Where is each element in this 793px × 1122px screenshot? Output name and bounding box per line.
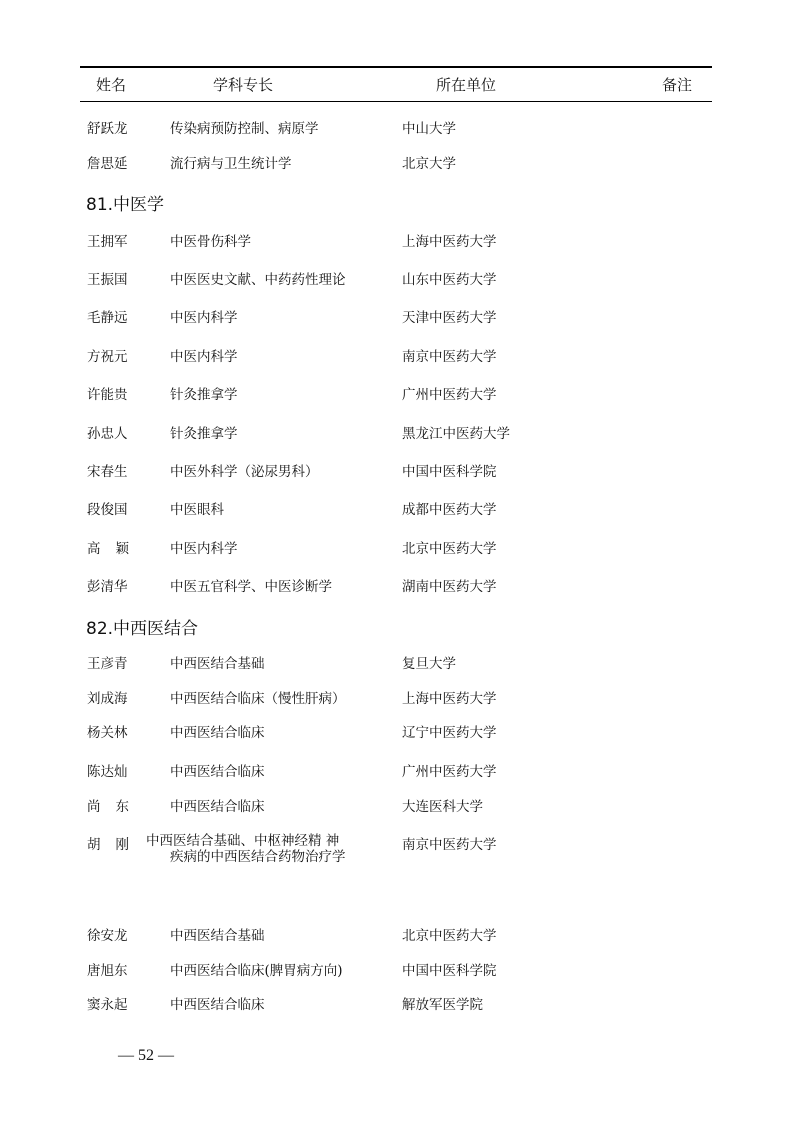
row-subject: 中医医史文献、中药药性理论: [170, 272, 346, 288]
table-row: [0, 795, 793, 819]
row-unit: 北京中医药大学: [402, 541, 497, 557]
table-row: [0, 652, 793, 676]
table-row: [0, 687, 793, 711]
row-name: 王彦青: [87, 656, 128, 672]
row-unit: 北京中医药大学: [402, 928, 497, 944]
table-row: [0, 345, 793, 369]
row-name: 彭清华: [87, 579, 128, 595]
table-top-rule: [80, 66, 712, 68]
row-name: 刘成海: [87, 691, 128, 707]
section-title-82: 82.中西医结合: [86, 619, 199, 639]
row-name: 段俊国: [87, 502, 128, 518]
row-subject: 中医眼科: [170, 502, 224, 518]
row-unit: 南京中医药大学: [402, 837, 497, 853]
header-remark: 备注: [662, 76, 693, 94]
table-row: [0, 959, 793, 983]
header-unit: 所在单位: [436, 76, 497, 94]
row-unit: 南京中医药大学: [402, 349, 497, 365]
row-subject: 流行病与卫生统计学: [170, 156, 292, 172]
row-subject: 中西医结合临床（慢性肝病）: [170, 691, 346, 707]
table-row: [0, 306, 793, 330]
row-name: 许能贵: [87, 387, 128, 403]
table-row: [0, 383, 793, 407]
row-unit: 上海中医药大学: [402, 234, 497, 250]
row-name: 胡刚: [87, 837, 144, 853]
row-name: 王振国: [87, 272, 128, 288]
row-subject: 中西医结合临床: [170, 799, 265, 815]
row-unit: 中国中医科学院: [402, 963, 497, 979]
row-subject: 针灸推拿学: [170, 426, 238, 442]
section-title-81: 81.中医学: [86, 195, 165, 215]
row-name: 唐旭东: [87, 963, 128, 979]
row-name: 孙忠人: [87, 426, 128, 442]
row-subject: 中医外科学（泌尿男科）: [170, 464, 319, 480]
row-subject: 中医骨伤科学: [170, 234, 251, 250]
table-row: [0, 537, 793, 561]
table-row: [0, 721, 793, 745]
row-unit: 大连医科大学: [402, 799, 483, 815]
row-subject: 中西医结合临床: [170, 725, 265, 741]
row-subject: 中西医结合临床: [170, 997, 265, 1013]
row-subject: 中医五官科学、中医诊断学: [170, 579, 332, 595]
table-row: [0, 460, 793, 484]
row-unit: 北京大学: [402, 156, 456, 172]
table-row: [0, 760, 793, 784]
row-unit: 辽宁中医药大学: [402, 725, 497, 741]
row-unit: 广州中医药大学: [402, 387, 497, 403]
table-row: [0, 230, 793, 254]
table-row: [0, 268, 793, 292]
table-row: [0, 924, 793, 948]
row-name: 尚东: [87, 799, 144, 815]
row-name: 詹思延: [87, 156, 128, 172]
row-subject-line1: 中西医结合基础、中枢神经精 神: [146, 833, 340, 849]
row-name: 高颖: [87, 541, 144, 557]
table-row: [0, 993, 793, 1017]
row-name: 毛静远: [87, 310, 128, 326]
row-subject: 传染病预防控制、病原学: [170, 121, 319, 137]
row-subject-line2: 疾病的中西医结合药物治疗学: [170, 849, 346, 865]
row-name: 王拥军: [87, 234, 128, 250]
row-unit: 中山大学: [402, 121, 456, 137]
row-subject: 针灸推拿学: [170, 387, 238, 403]
table-row: [0, 422, 793, 446]
table-row: [0, 498, 793, 522]
row-unit: 上海中医药大学: [402, 691, 497, 707]
row-name: 窦永起: [87, 997, 128, 1013]
row-unit: 黑龙江中医药大学: [402, 426, 510, 442]
row-name: 舒跃龙: [87, 121, 128, 137]
row-subject: 中医内科学: [170, 541, 238, 557]
row-name: 徐安龙: [87, 928, 128, 944]
row-unit: 天津中医药大学: [402, 310, 497, 326]
row-name: 杨关林: [87, 725, 128, 741]
table-header-rule: [80, 101, 712, 102]
row-subject: 中医内科学: [170, 349, 238, 365]
row-subject: 中医内科学: [170, 310, 238, 326]
table-row-multiline: [0, 833, 793, 893]
table-row: [0, 117, 793, 141]
row-unit: 中国中医科学院: [402, 464, 497, 480]
row-unit: 山东中医药大学: [402, 272, 497, 288]
header-name: 姓名: [96, 76, 127, 94]
table-row: [0, 575, 793, 599]
row-unit: 成都中医药大学: [402, 502, 497, 518]
row-subject: 中西医结合临床: [170, 764, 265, 780]
row-subject: 中西医结合临床(脾胃病方向): [170, 963, 343, 979]
row-unit: 复旦大学: [402, 656, 456, 672]
row-name: 方祝元: [87, 349, 128, 365]
header-subject: 学科专长: [213, 76, 274, 94]
row-name: 陈达灿: [87, 764, 128, 780]
row-unit: 湖南中医药大学: [402, 579, 497, 595]
row-unit: 解放军医学院: [402, 997, 483, 1013]
page-number: — 52 —: [118, 1047, 174, 1064]
row-name: 宋春生: [87, 464, 128, 480]
row-subject: 中西医结合基础: [170, 928, 265, 944]
row-unit: 广州中医药大学: [402, 764, 497, 780]
row-subject: 中西医结合基础: [170, 656, 265, 672]
row-subject: [146, 833, 382, 865]
table-row: [0, 152, 793, 176]
